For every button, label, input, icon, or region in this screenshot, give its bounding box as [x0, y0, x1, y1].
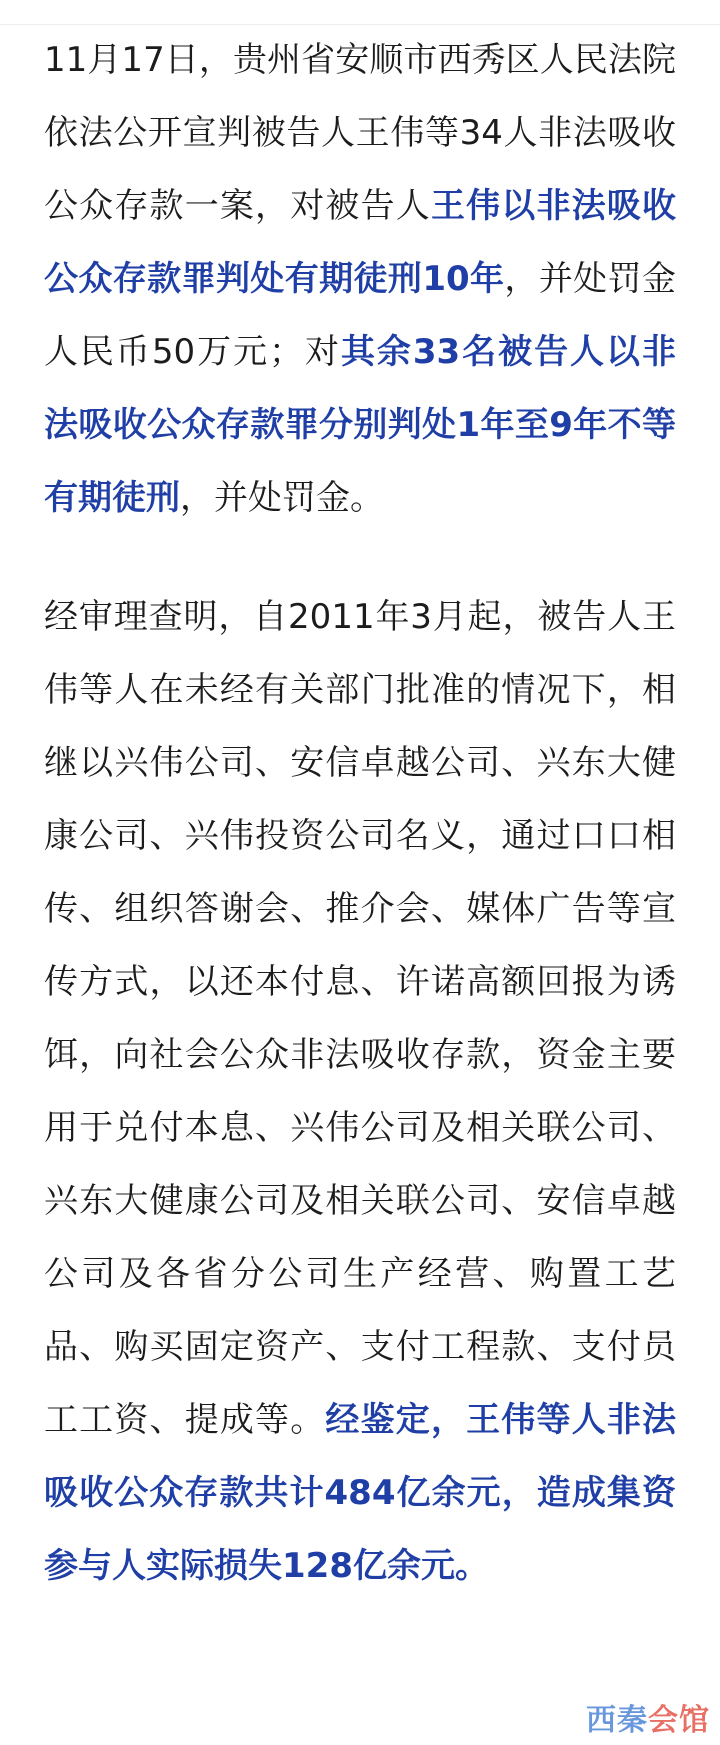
verdict-text-1: 11月17日，贵州省安顺市西秀区人民法院依法公开宣判被告人王伟等34人非法吸收公众存款一案，对被告人 [44, 40, 676, 226]
paragraph-verdict [44, 24, 676, 535]
watermark-part-1: 西秦 [586, 1703, 648, 1738]
top-bar [0, 0, 720, 25]
verdict-text-3: ，并处罚金。 [180, 478, 384, 518]
verdict-highlight-wangwei: 王伟以非法吸收公众存款罪判处有期徒刑10年 [44, 186, 677, 299]
watermark-logo [586, 1695, 710, 1739]
paragraph-findings [44, 581, 676, 1603]
verdict-text-2: ，并处罚金人民币50万元；对 [44, 259, 676, 372]
findings-text: 经审理查明，自2011年3月起，被告人王伟等人在未经有关部门批准的情况下，相继以兴伟公司、安信卓越公司、兴东大健康公司、兴伟投资公司名义，通过口口相传、组织答谢会、推介会、媒体广告等宣传方式，以还本付息、许诺高额回报为诱饵，向社会公众非法吸收存款，资金主要用于兑付本息、兴伟公司及相关联公司、兴东大健康公司及相关联公司、安信卓越公司及各省分公司生产经营、购置工艺品、购买固定资产、支付工程款、支付员工工资、提成等。 [44, 597, 676, 1440]
watermark-part-2: 会馆 [648, 1703, 710, 1738]
article-body [44, 24, 676, 1603]
verdict-highlight-others: 其余33名被告人以非法吸收公众存款罪分别判处1年至9年不等有期徒刑 [44, 332, 676, 518]
findings-highlight-amount: 经鉴定，王伟等人非法吸收公众存款共计484亿余元，造成集资参与人实际损失128亿余元。 [44, 1400, 677, 1586]
